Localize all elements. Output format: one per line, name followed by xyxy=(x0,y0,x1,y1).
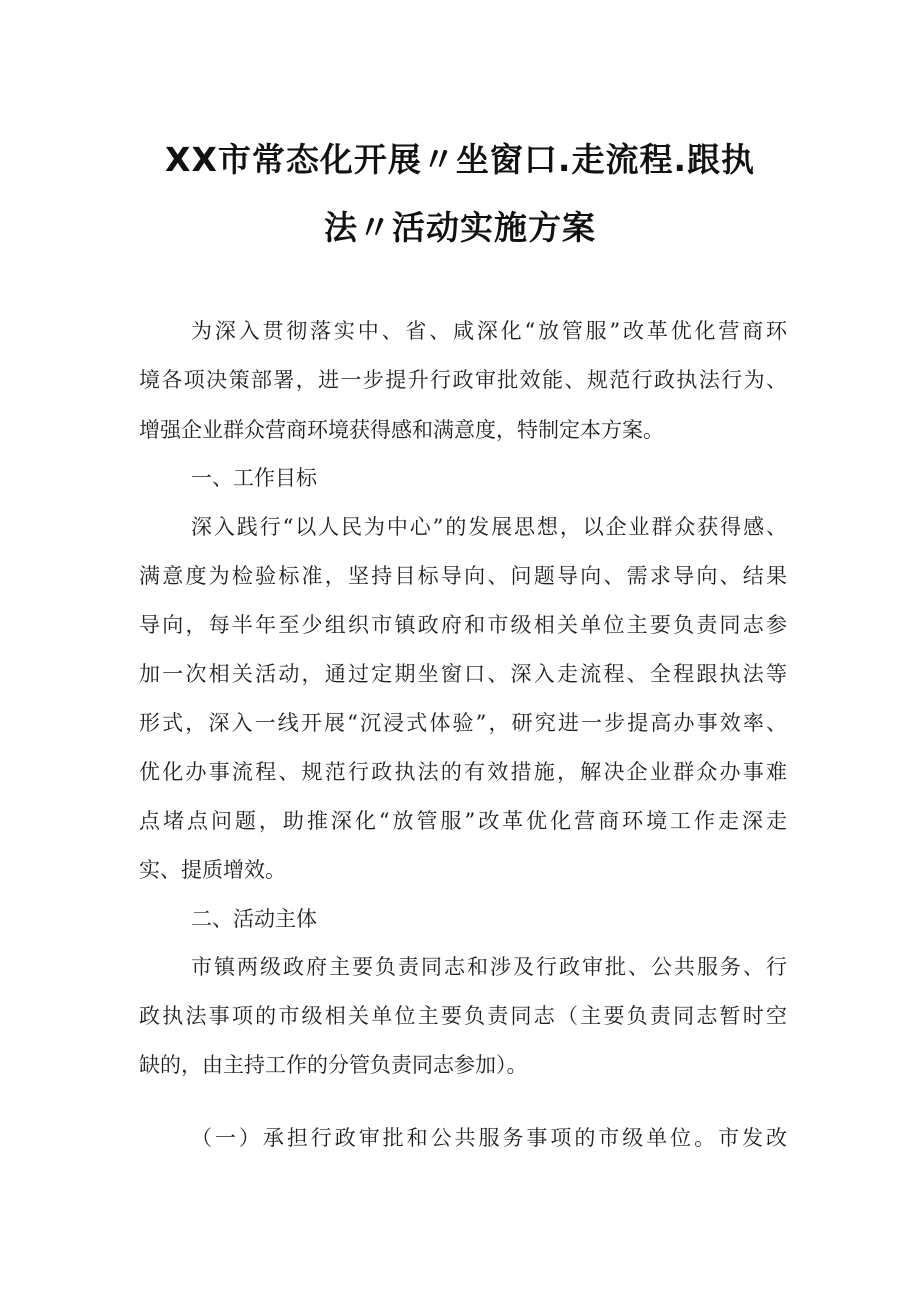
section1-paragraph-line: 优化办事流程、规范行政执法的有效措施，解决企业群众办事难 xyxy=(139,760,787,784)
document-title-line-1: XX市常态化开展〃坐窗口.走流程.跟执 xyxy=(165,140,755,179)
section-heading-subjects: 二、活动主体 xyxy=(191,907,317,931)
intro-paragraph-line: 为深入贯彻落实中、省、咸深化“放管服”改革优化营商环 xyxy=(191,319,787,343)
section1-paragraph-line: 形式，深入一线开展“沉浸式体验”，研究进一步提高办事效率、 xyxy=(139,711,787,735)
section1-paragraph-line: 点堵点问题，助推深化“放管服”改革优化营商环境工作走深走 xyxy=(139,809,787,833)
section2-paragraph-line: 缺的，由主持工作的分管负责同志参加）。 xyxy=(139,1053,528,1077)
section-heading-goals: 一、工作目标 xyxy=(191,466,317,490)
section1-paragraph-line: 深入践行“以人民为中心”的发展思想，以企业群众获得感、 xyxy=(191,515,787,539)
section2-paragraph-line: 政执法事项的市级相关单位主要负责同志（主要负责同志暂时空 xyxy=(139,1004,787,1028)
section2-paragraph-line: 市镇两级政府主要负责同志和涉及行政审批、公共服务、行 xyxy=(191,955,787,979)
section1-paragraph-line: 加一次相关活动，通过定期坐窗口、深入走流程、全程跟执法等 xyxy=(139,662,787,686)
section1-paragraph-line: 导向，每半年至少组织市镇政府和市级相关单位主要负责同志参 xyxy=(139,613,787,637)
section1-paragraph-line: 满意度为检验标准，坚持目标导向、问题导向、需求导向、结果 xyxy=(139,564,787,588)
subsection1-paragraph-line: （一）承担行政审批和公共服务事项的市级单位。市发改 xyxy=(191,1126,787,1150)
intro-paragraph-line: 增强企业群众营商环境获得感和满意度，特制定本方案。 xyxy=(139,418,664,442)
document-title-line-2: 法〃活动实施方案 xyxy=(324,208,596,247)
intro-paragraph-line: 境各项决策部署，进一步提升行政审批效能、规范行政执法行为、 xyxy=(139,368,787,392)
section1-paragraph-line: 实、提质增效。 xyxy=(139,858,286,882)
